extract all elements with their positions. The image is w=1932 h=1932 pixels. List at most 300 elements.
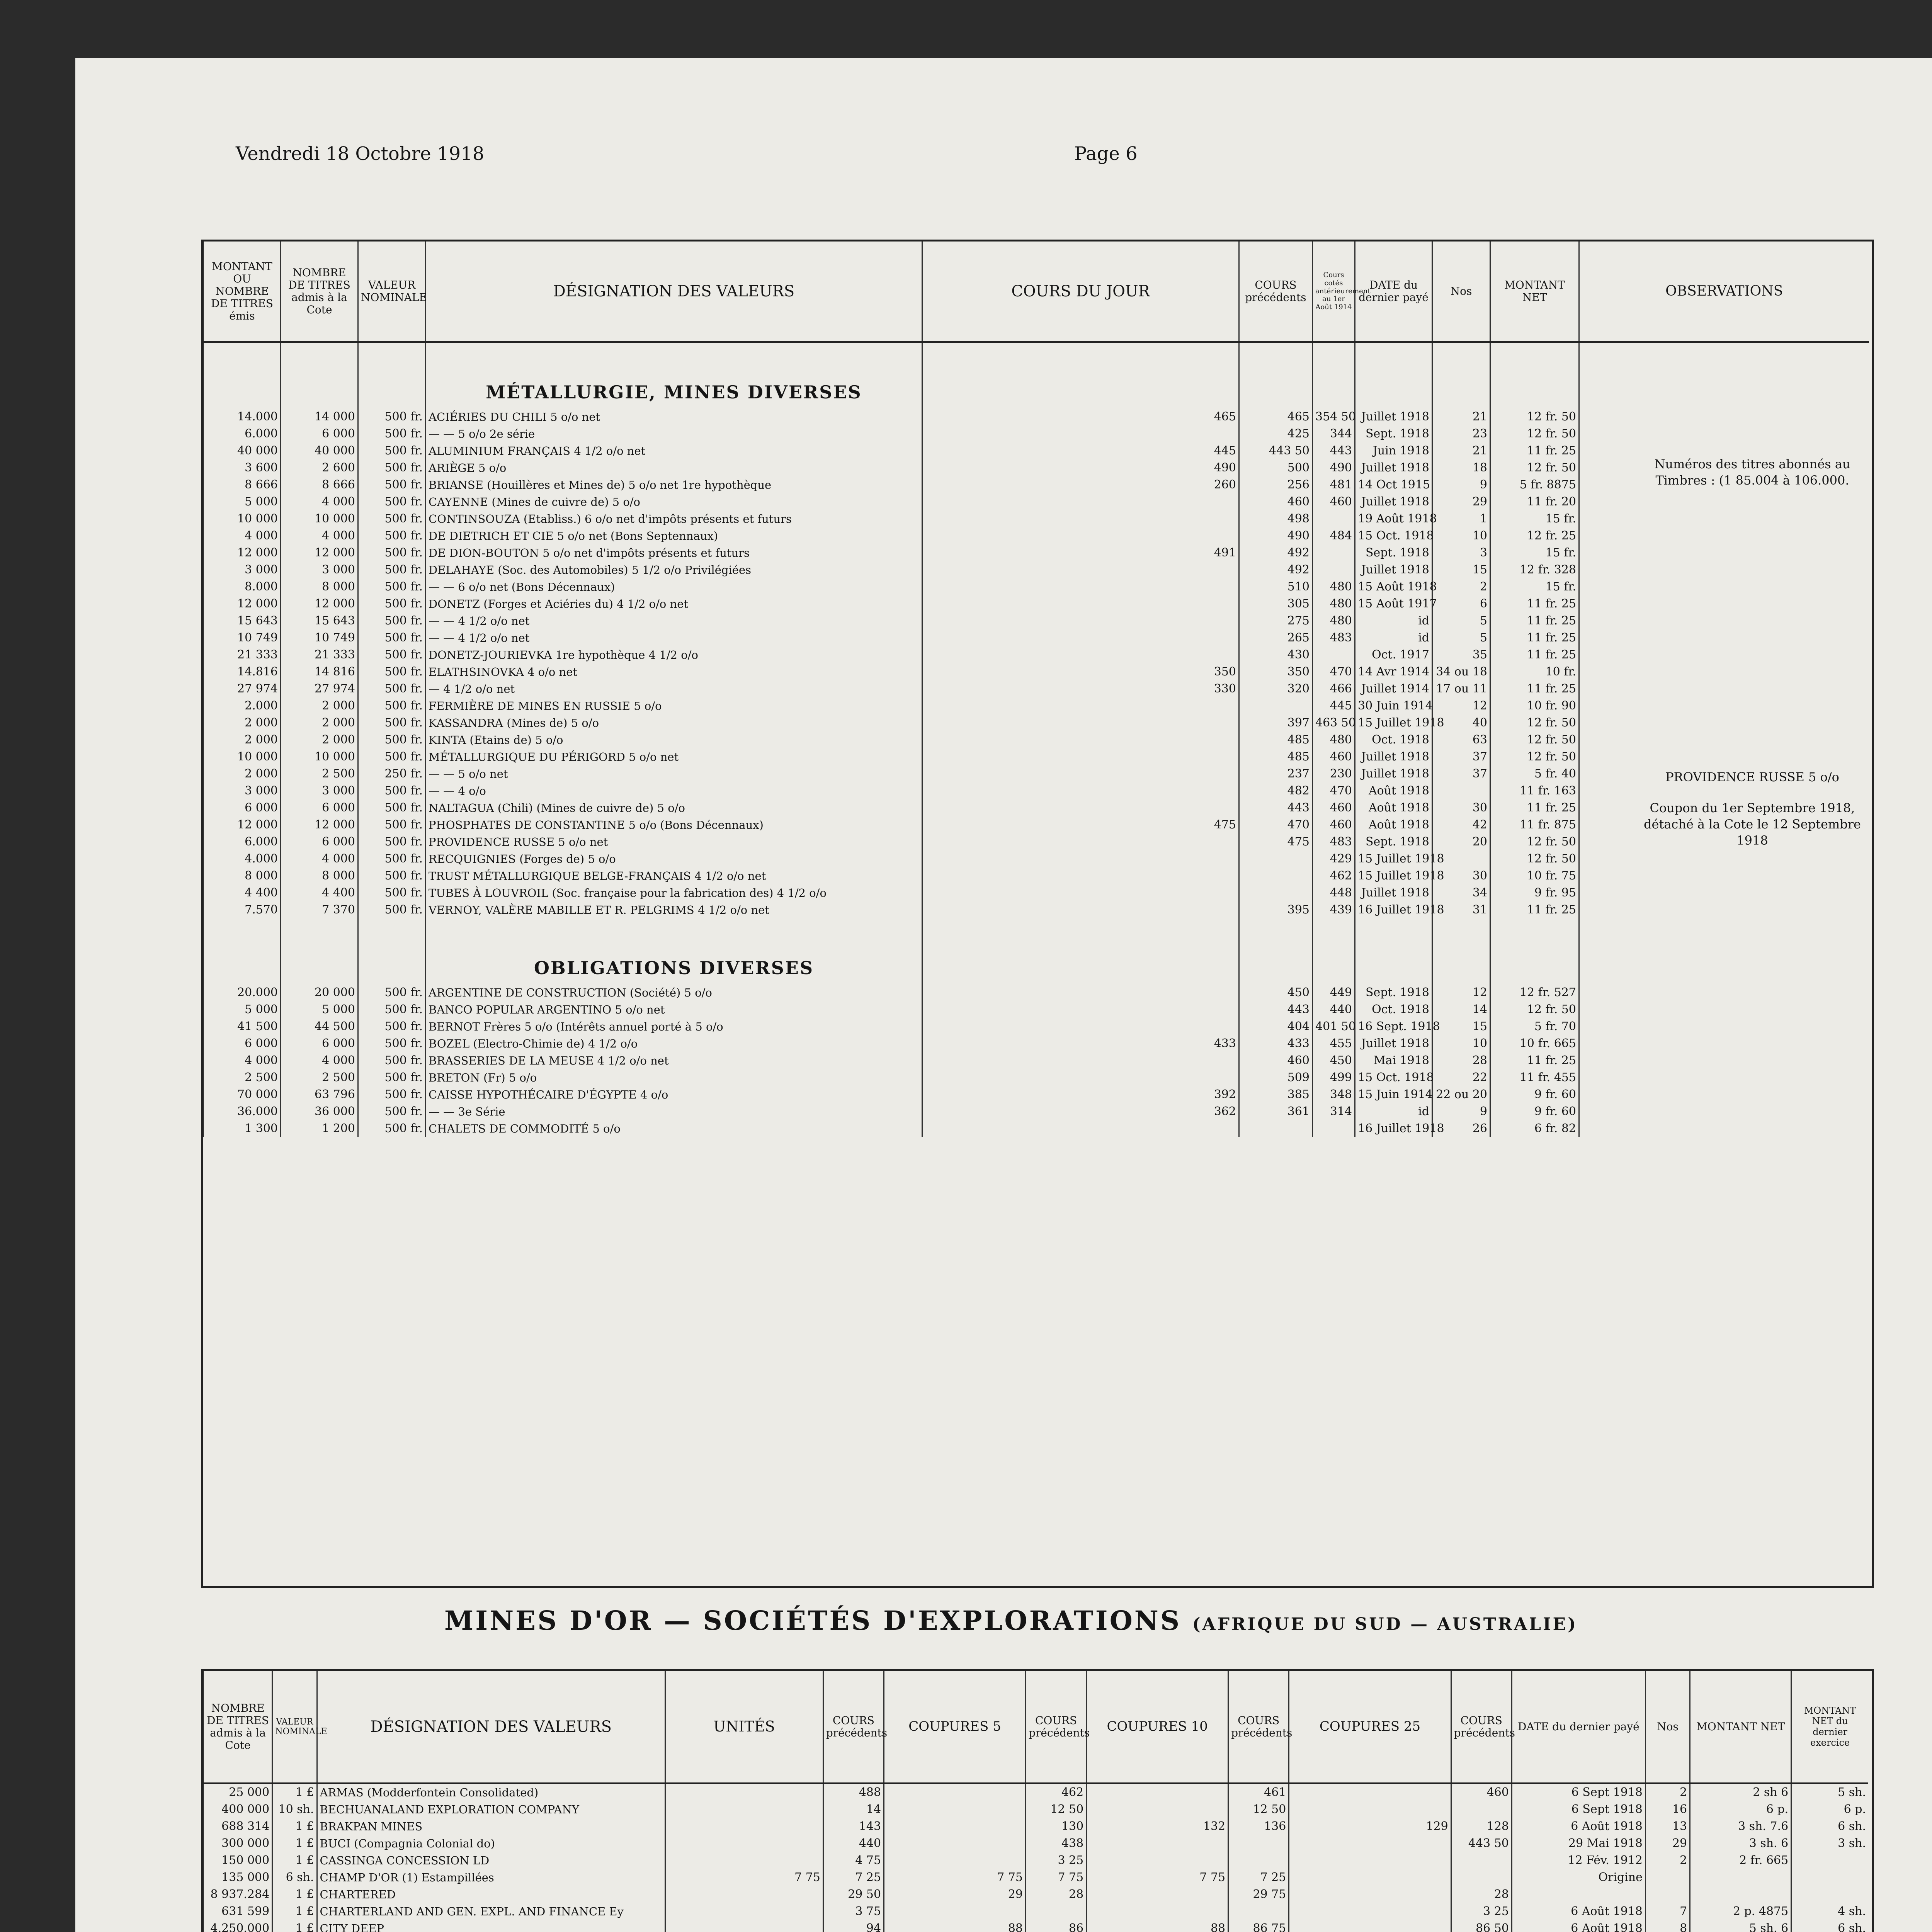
cours-jour-cell [922,867,1239,884]
cours-prec-cell: 443 [1239,1001,1313,1018]
coupures10-cell [1087,1852,1228,1869]
col-designation: DÉSIGNATION DES VALEURS [426,242,922,342]
titres-cell: 10 749 [281,629,358,646]
titres-cell: 44 500 [281,1018,358,1035]
designation-cell: CONTINSOUZA (Etabliss.) 6 o/o net d'impôts présents et futurs [426,510,922,527]
table-row [204,1869,1869,1886]
cours-prec-cell: 385 [1239,1086,1313,1103]
cours-ante-cell [1313,544,1355,561]
montant-cell: 3 600 [204,459,281,476]
nominal-cell: 500 fr. [358,510,426,527]
coupon-net-cell: 6 p. [1690,1801,1791,1818]
montant-cell: 14.000 [204,408,281,425]
empty-cell [1490,918,1579,984]
cours-prec-cell: 28 [1026,1886,1087,1903]
cours-prec-cell: 3 25 [1026,1852,1087,1869]
designation-cell: CAISSE HYPOTHÉCAIRE D'ÉGYPTE 4 o/o [426,1086,922,1103]
cours-prec-cell [1239,867,1313,884]
nominal-cell: 500 fr. [358,833,426,850]
coupon-net-cell: 5 fr. 70 [1490,1018,1579,1035]
montant-cell: 12 000 [204,595,281,612]
coupon-no-cell: 7 [1645,1903,1690,1920]
coupon-no-cell: 12 [1432,984,1490,1001]
observation-cell [1579,527,1869,544]
designation-cell: CASSINGA CONCESSION LD [317,1852,665,1869]
unites-cell [665,1835,823,1852]
coupon-net-cell: 12 fr. 25 [1490,527,1579,544]
coupon-no-cell: 2 [1432,578,1490,595]
coupon-net-cell: 9 fr. 60 [1490,1086,1579,1103]
designation-cell: FERMIÈRE DE MINES EN RUSSIE 5 o/o [426,697,922,714]
nominal-cell: 500 fr. [358,1103,426,1120]
cours-jour-cell [922,1001,1239,1018]
table-row [204,1903,1869,1920]
table-row [204,578,1869,595]
titres-cell: 21 333 [281,646,358,663]
table-row [204,442,1869,459]
observation-cell [1579,1103,1869,1120]
coupures10-cell: 132 [1087,1818,1228,1835]
coupon-date-cell: 6 Août 1918 [1512,1818,1645,1835]
designation-cell: PROVIDENCE RUSSE 5 o/o net [426,833,922,850]
cours-jour-cell: 260 [922,476,1239,493]
coupon-net-cell: 11 fr. 25 [1490,595,1579,612]
col2-date-coupon: DATE du dernier payé [1512,1671,1645,1783]
cours-prec-cell: 443 [1239,799,1313,816]
table-row [204,1069,1869,1086]
montant-cell: 10 000 [204,748,281,765]
observation-cell [1579,1052,1869,1069]
empty-cell [1239,342,1313,408]
titres-cell: 4 000 [281,1052,358,1069]
gold-mines-title-main: MINES D'OR — SOCIÉTÉS D'EXPLORATIONS [444,1605,1182,1636]
coupon-net-cell: 2 p. 4875 [1690,1903,1791,1920]
montant-cell: 27 974 [204,680,281,697]
cours-ante-cell: 480 [1313,595,1355,612]
designation-cell: KINTA (Etains de) 5 o/o [426,731,922,748]
cours-jour-cell [922,527,1239,544]
cours-jour-cell [922,984,1239,1001]
coupon-net-cell: 5 sh. 6 [1690,1920,1791,1932]
observation-cell [1579,850,1869,867]
coupon-no-cell: 26 [1432,1120,1490,1137]
coupures5-cell: 88 [884,1920,1026,1932]
col2-titres-admis: NOMBRE DE TITRES admis à la Cote [204,1671,272,1783]
titres-cell: 14 000 [281,408,358,425]
coupon-no-cell: 23 [1432,425,1490,442]
cours-jour-cell [922,578,1239,595]
section-heading: MÉTALLURGIE, MINES DIVERSES [426,342,922,408]
coupon-date-cell: Juillet 1918 [1355,748,1432,765]
coupon-net-cell: 12 fr. 328 [1490,561,1579,578]
table-row [204,1920,1869,1932]
cours-prec-cell: 4 75 [823,1852,884,1869]
table-row [204,493,1869,510]
cours-ante-cell: 484 [1313,527,1355,544]
montant-cell: 36.000 [204,1103,281,1120]
titres-cell: 2 600 [281,459,358,476]
cours-ante-cell: 466 [1313,680,1355,697]
coupures25-cell [1289,1783,1451,1801]
empty-cell [922,342,1239,408]
titres-cell: 12 000 [281,816,358,833]
coupon-date-cell: 14 Oct 1915 [1355,476,1432,493]
montant-cell: 6 000 [204,1035,281,1052]
coupon-date-cell: 6 Août 1918 [1512,1903,1645,1920]
coupon-net-cell: 11 fr. 25 [1490,646,1579,663]
col-cours-du-jour: COURS DU JOUR [922,242,1239,342]
titres-cell: 2 500 [281,765,358,782]
montant-cell: 3 000 [204,782,281,799]
coupon-date-cell: id [1355,612,1432,629]
cours-prec-cell: 485 [1239,731,1313,748]
cours-ante-cell: 455 [1313,1035,1355,1052]
nominal-cell: 500 fr. [358,425,426,442]
coupon-date-cell: id [1355,1103,1432,1120]
cours-prec-cell: 29 50 [823,1886,884,1903]
designation-cell: CHAMP D'OR (1) Estampillées [317,1869,665,1886]
coupon-no-cell: 12 [1432,697,1490,714]
coupon-date-cell: Août 1918 [1355,782,1432,799]
cours-prec-cell [1451,1852,1512,1869]
designation-cell: VERNOY, VALÈRE MABILLE ET R. PELGRIMS 4 1/2 o/o net [426,901,922,918]
unites-cell [665,1783,823,1801]
cours-jour-cell [922,850,1239,867]
table-row [204,833,1869,850]
table-row [204,1052,1869,1069]
coupon-net-cell: 12 fr. 50 [1490,459,1579,476]
montant-cell: 8 666 [204,476,281,493]
coupon-no-cell: 10 [1432,1035,1490,1052]
cours-prec-cell [1228,1903,1289,1920]
coupon-date-cell: 15 Oct. 1918 [1355,527,1432,544]
empty-cell [922,918,1239,984]
cours-jour-cell: 350 [922,663,1239,680]
cours-jour-cell [922,629,1239,646]
cours-jour-cell [922,595,1239,612]
coupures25-cell [1289,1920,1451,1932]
titres-cell: 10 000 [281,748,358,765]
coupures5-cell [884,1801,1026,1818]
table-row [204,408,1869,425]
table-row [204,680,1869,697]
coupon-date-cell: Juin 1918 [1355,442,1432,459]
coupon-date-cell: Juillet 1918 [1355,1035,1432,1052]
table-row [204,1818,1869,1835]
exercice-cell: 4 sh. [1791,1903,1868,1920]
cours-prec-cell: 492 [1239,561,1313,578]
cours-prec-cell: 433 [1239,1035,1313,1052]
cours-jour-cell [922,1052,1239,1069]
col-observations: OBSERVATIONS [1579,242,1869,342]
observation-cell [1579,748,1869,765]
coupon-no-cell: 14 [1432,1001,1490,1018]
cours-jour-cell: 362 [922,1103,1239,1120]
col2-coupures-5: COUPURES 5 [884,1671,1026,1783]
table-row [204,850,1869,867]
lower-table-body [204,1783,1869,1932]
cours-prec-cell: 490 [1239,527,1313,544]
observation-cell [1579,731,1869,748]
observation-cell [1579,1086,1869,1103]
montant-cell: 8 000 [204,867,281,884]
coupon-no-cell: 42 [1432,816,1490,833]
titres-cell: 4 000 [281,527,358,544]
titres-cell: 688 314 [204,1818,272,1835]
cours-ante-cell: 440 [1313,1001,1355,1018]
cours-ante-cell: 481 [1313,476,1355,493]
coupon-no-cell: 13 [1645,1818,1690,1835]
designation-cell: TRUST MÉTALLURGIQUE BELGE-FRANÇAIS 4 1/2 o/o net [426,867,922,884]
nominal-cell: 500 fr. [358,629,426,646]
montant-cell: 4 400 [204,884,281,901]
nominal-cell: 1 £ [272,1903,317,1920]
cours-prec-cell: 143 [823,1818,884,1835]
table-row [204,1886,1869,1903]
cours-jour-cell: 392 [922,1086,1239,1103]
nominal-cell: 500 fr. [358,663,426,680]
cours-jour-cell [922,765,1239,782]
titres-cell: 25 000 [204,1783,272,1801]
coupon-net-cell: 11 fr. 163 [1490,782,1579,799]
montant-cell: 40 000 [204,442,281,459]
nominal-cell: 500 fr. [358,1018,426,1035]
cours-ante-cell: 480 [1313,612,1355,629]
titres-cell: 40 000 [281,442,358,459]
coupon-net-cell: 11 fr. 455 [1490,1069,1579,1086]
nominal-cell: 500 fr. [358,782,426,799]
designation-cell: TUBES À LOUVROIL (Soc. française pour la fabrication des) 4 1/2 o/o [426,884,922,901]
cours-prec-cell: 130 [1026,1818,1087,1835]
designation-cell: CITY DEEP [317,1920,665,1932]
nominal-cell: 500 fr. [358,748,426,765]
cours-prec-cell: 128 [1451,1818,1512,1835]
coupon-net-cell: 12 fr. 50 [1490,714,1579,731]
coupon-date-cell: 6 Sept 1918 [1512,1783,1645,1801]
coupures25-cell [1289,1852,1451,1869]
titres-cell: 6 000 [281,799,358,816]
coupon-date-cell: Juillet 1918 [1355,493,1432,510]
cours-prec-cell: 450 [1239,984,1313,1001]
cours-jour-cell: 433 [922,1035,1239,1052]
observation-cell [1579,561,1869,578]
unites-cell [665,1852,823,1869]
cours-prec-cell: 29 75 [1228,1886,1289,1903]
cours-prec-cell: 470 [1239,816,1313,833]
coupon-date-cell: 15 Juillet 1918 [1355,850,1432,867]
montant-cell: 4 000 [204,1052,281,1069]
coupon-date-cell: 15 Août 1918 [1355,578,1432,595]
empty-cell [1355,342,1432,408]
table-row [204,510,1869,527]
cours-prec-cell [1228,1835,1289,1852]
cours-jour-cell [922,612,1239,629]
col-date-coupon: DATE du dernier payé [1355,242,1432,342]
nominal-cell: 500 fr. [358,867,426,884]
empty-cell [1579,918,1869,984]
empty-cell [1432,342,1490,408]
cours-jour-cell [922,833,1239,850]
designation-cell: RECQUIGNIES (Forges de) 5 o/o [426,850,922,867]
designation-cell: — — 6 o/o net (Bons Décennaux) [426,578,922,595]
coupon-net-cell: 10 fr. [1490,663,1579,680]
titres-cell: 63 796 [281,1086,358,1103]
table-row [204,425,1869,442]
col-valeur-nominale: VALEUR NOMINALE [358,242,426,342]
cours-ante-cell [1313,510,1355,527]
page-number: Page 6 [1074,143,1138,165]
coupon-net-cell: 15 fr. [1490,578,1579,595]
designation-cell: BRIANSE (Houillères et Mines de) 5 o/o net 1re hypothèque [426,476,922,493]
coupon-no-cell: 20 [1432,833,1490,850]
coupures10-cell: 88 [1087,1920,1228,1932]
coupon-no-cell: 22 ou 20 [1432,1086,1490,1103]
cours-jour-cell [922,510,1239,527]
designation-cell: ARIÈGE 5 o/o [426,459,922,476]
titres-cell: 8 000 [281,867,358,884]
lower-table [203,1671,1868,1932]
cours-ante-cell: 470 [1313,782,1355,799]
coupures25-cell [1289,1886,1451,1903]
empty-cell [281,918,358,984]
empty-cell [281,342,358,408]
nominal-cell: 1 £ [272,1852,317,1869]
designation-cell: — — 4 1/2 o/o net [426,612,922,629]
upper-table [203,242,1869,1137]
cours-prec-cell: 430 [1239,646,1313,663]
coupon-date-cell: 15 Août 1917 [1355,595,1432,612]
coupon-no-cell: 21 [1432,442,1490,459]
nominal-cell: 500 fr. [358,816,426,833]
coupon-net-cell: 11 fr. 25 [1490,901,1579,918]
cours-ante-cell: 490 [1313,459,1355,476]
montant-cell: 4.000 [204,850,281,867]
designation-cell: CHARTERED [317,1886,665,1903]
coupon-date-cell: 14 Avr 1914 [1355,663,1432,680]
cours-prec-cell: 475 [1239,833,1313,850]
coupon-net-cell: 12 fr. 50 [1490,833,1579,850]
col-titres-admis: NOMBRE DE TITRES admis à la Cote [281,242,358,342]
coupon-net-cell [1690,1886,1791,1903]
table-row [204,782,1869,799]
titres-cell: 8 666 [281,476,358,493]
cours-ante-cell: 463 50 [1313,714,1355,731]
designation-cell: ARMAS (Modderfontein Consolidated) [317,1783,665,1801]
empty-cell [358,342,426,408]
cours-prec-cell: 492 [1239,544,1313,561]
cours-prec-cell: 12 50 [1026,1801,1087,1818]
montant-cell: 1 300 [204,1120,281,1137]
table-row [204,1103,1869,1120]
titres-cell: 4.250.000 [204,1920,272,1932]
montant-cell: 5 000 [204,493,281,510]
table-row [204,1801,1869,1818]
col-cours-anterieurs: Cours cotés antérieurement au 1er Août 1914 [1313,242,1355,342]
table-row [204,1120,1869,1137]
designation-cell: BOZEL (Electro-Chimie de) 4 1/2 o/o [426,1035,922,1052]
titres-cell: 6 000 [281,833,358,850]
cours-ante-cell: 450 [1313,1052,1355,1069]
coupon-date-cell: 16 Juillet 1918 [1355,901,1432,918]
designation-cell: ELATHSINOVKA 4 o/o net [426,663,922,680]
observation-cell [1579,1120,1869,1137]
empty-cell [1355,918,1432,984]
nominal-cell: 500 fr. [358,697,426,714]
table-row [204,1018,1869,1035]
designation-cell: ARGENTINE DE CONSTRUCTION (Société) 5 o/o [426,984,922,1001]
designation-cell: BECHUANALAND EXPLORATION COMPANY [317,1801,665,1818]
coupon-net-cell: 2 fr. 665 [1690,1852,1791,1869]
titres-cell: 36 000 [281,1103,358,1120]
coupon-net-cell: 3 sh. 7.6 [1690,1818,1791,1835]
coupon-no-cell: 29 [1432,493,1490,510]
montant-cell: 41 500 [204,1018,281,1035]
cours-prec-cell: 438 [1026,1835,1087,1852]
coupon-net-cell: 10 fr. 90 [1490,697,1579,714]
cours-ante-cell: 449 [1313,984,1355,1001]
coupon-no-cell: 35 [1432,646,1490,663]
col-montant-net: MONTANT NET [1490,242,1579,342]
coupon-no-cell: 63 [1432,731,1490,748]
coupures10-cell [1087,1801,1228,1818]
observation-cell [1579,510,1869,527]
cours-prec-cell [1239,1120,1313,1137]
coupon-no-cell: 40 [1432,714,1490,731]
coupures5-cell: 7 75 [884,1869,1026,1886]
coupures10-cell [1087,1835,1228,1852]
table-row [204,612,1869,629]
coupon-no-cell: 15 [1432,1018,1490,1035]
col-cours-precedents: COURS précédents [1239,242,1313,342]
montant-cell: 12 000 [204,816,281,833]
col2-numero-coupon: Nos [1645,1671,1690,1783]
coupon-date-cell: Juillet 1918 [1355,408,1432,425]
observation-cell [1579,544,1869,561]
cours-jour-cell [922,1120,1239,1137]
observation-cell [1579,1069,1869,1086]
cours-prec-cell: 460 [1239,1052,1313,1069]
table-row [204,1086,1869,1103]
cours-prec-cell: 28 [1451,1886,1512,1903]
cours-prec-cell: 397 [1239,714,1313,731]
table-row [204,1035,1869,1052]
col2-valeur-nominale: VALEUR NOMINALE [272,1671,317,1783]
titres-cell: 300 000 [204,1835,272,1852]
nominal-cell: 500 fr. [358,901,426,918]
col2-cours-prec-1: COURS précédents [823,1671,884,1783]
nominal-cell: 500 fr. [358,714,426,731]
observation-note: Numéros des titres abonnés au Timbres : (1 85.004 à 106.000. [1654,457,1850,488]
coupon-date-cell: Oct. 1918 [1355,731,1432,748]
cours-prec-cell: 500 [1239,459,1313,476]
designation-cell: — — 3e Série [426,1103,922,1120]
coupures5-cell [884,1835,1026,1852]
nominal-cell: 500 fr. [358,1069,426,1086]
coupon-net-cell: 11 fr. 875 [1490,816,1579,833]
cours-prec-cell: 86 50 [1451,1920,1512,1932]
coupon-date-cell: Mai 1918 [1355,1052,1432,1069]
coupon-no-cell: 5 [1432,629,1490,646]
montant-cell: 2 000 [204,714,281,731]
cours-prec-cell [1239,884,1313,901]
coupures25-cell [1289,1869,1451,1886]
unites-cell: 7 75 [665,1869,823,1886]
nominal-cell: 500 fr. [358,408,426,425]
table-row [204,646,1869,663]
cours-prec-cell: 443 50 [1239,442,1313,459]
cours-prec-cell: 440 [823,1835,884,1852]
montant-cell: 2.000 [204,697,281,714]
